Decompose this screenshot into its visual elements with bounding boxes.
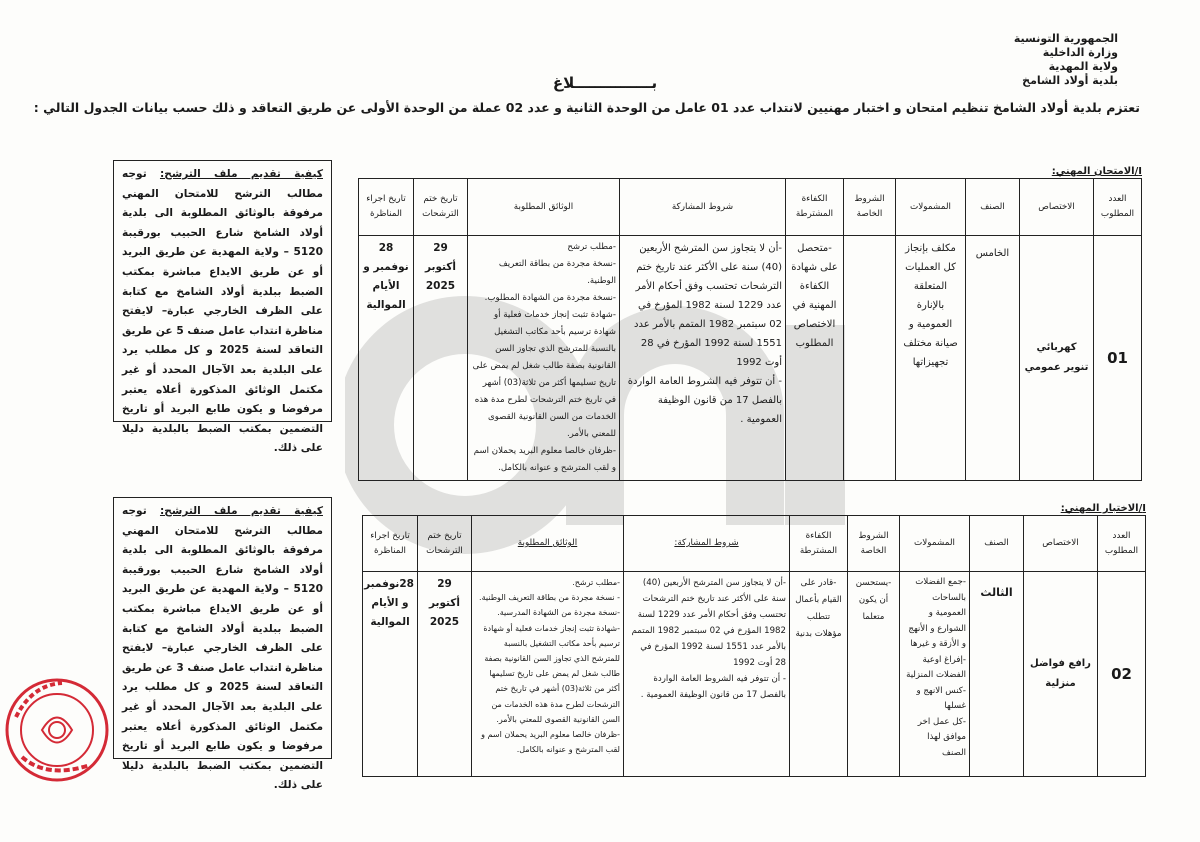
task-item: -إفراغ اوعية الفضلات المنزلية (906, 654, 966, 680)
document-item: -شهادة تثبت إنجاز خدمات فعلية أو شهادة ترسيم بأحد مكاتب التشغيل بالنسبة للمترشح الذي تجاوز السن القانونية بصفة طالب شغل لم يمض على تاريخ تسليمها أكثر من ثلاثة(03) أشهر في تاريخ ختم الترشحات لطرح مدة هذه الخدمات من السن القانونية القصوى للمعني بالأمر. (483, 623, 620, 724)
header-line: الجمهورية التونسية (1013, 32, 1118, 45)
col-special: الشروط الخاصة (848, 516, 900, 572)
section-title-exam: I/الامتحان المهني: (1051, 166, 1142, 177)
issuer-header (918, 32, 1118, 88)
cell-exam-date: 28نوفمبر و الأيام الموالية (363, 572, 418, 777)
col-documents: الوثائق المطلوبة (468, 179, 620, 236)
document-item: -ظرفان خالصا معلوم البريد يحملان اسم و لقب المترشح و عنوانه بالكامل. (481, 730, 620, 755)
cell-tasks: مكلف بإنجاز كل العمليات المتعلقة بالإنارة العمومية و صيانة مختلف تجهيزاتها (896, 236, 966, 481)
document-item: -نسخة مجردة من الشهادة المطلوب. (484, 293, 616, 303)
col-specialty: الاختصاص (1024, 516, 1098, 572)
col-tasks: المشمولات (896, 179, 966, 236)
cell-count: 01 (1094, 236, 1142, 481)
col-competence: الكفاءة المشترطة (790, 516, 848, 572)
col-exam-date: تاريخ اجراء المناظرة (363, 516, 418, 572)
cell-specialty: رافع فواضل منزلية (1024, 572, 1098, 777)
application-instructions-test (113, 497, 332, 792)
cell-documents (468, 236, 620, 481)
cell-grade: الخامس (966, 236, 1020, 481)
document-title: بـــــــــــــــلاغ (552, 74, 658, 92)
document-item: -شهادة تثبت إنجاز خدمات فعلية أو شهادة ترسيم بأحد مكاتب التشغيل بالنسبة للمترشح الذي تجاوز السن القانونية بصفة طالب شغل لم يمض على تاريخ تسليمها أكثر من ثلاثة(03) أشهر في تاريخ ختم الترشحات لطرح مدة هذه الخدمات من السن القانونية القصوى للمعني بالأمر. (472, 310, 616, 439)
col-deadline: تاريخ ختم الترشحات (418, 516, 472, 572)
instructions-title: كيفية تقديم ملف الترشح: (159, 505, 323, 517)
cell-exam-date: 28 نوفمبر و الأيام الموالية (359, 236, 414, 481)
cell-special (844, 236, 896, 481)
instructions-title: كيفية تقديم ملف الترشح: (159, 168, 323, 180)
instructions-text: توجه مطالب الترشح للامتحان المهني مرفوقة بالوثائق المطلوبة الى بلدية أولاد الشامخ شارع الحبيب بورقيبة 5120 – ولاية المهدية عن طريق البريد أو عن طريق الايداع مباشرة بمكتب الضبط ببلدية أولاد الشامخ مع كتابة على الظرف الخارجي عبارة– لايفتح مناظرة انتداب عامل صنف 3 عن طريق التعاقد لسنة 2025 و كل مطلب يرد على البلدية بعد الآجال المحدد أو غير مكتمل الوثائق المذكورة أعلاه يعتبر مرفوضا و يكون طابع البريد أو تاريخ التضمين بمكتب الضبط بالبلدية دليلا على ذلك. (122, 505, 323, 792)
condition-item: - أن تتوفر فيه الشروط العامة الواردة بالفصل 17 من قانون الوظيفة العمومية . (627, 376, 782, 425)
cell-competence: -قادر على القيام بأعمال تتطلب مؤهلات بدنية (790, 572, 848, 777)
instructions-text: توجه مطالب الترشح للامتحان المهني مرفوقة بالوثائق المطلوبة الى بلدية أولاد الشامخ شارع الحبيب بورقيبة 5120 – ولاية المهدية عن طريق البريد أو عن طريق الايداع مباشرة بمكتب الضبط ببلدية أولاد الشامخ مع كتابة على الظرف الخارجي عبارة– لايفتح مناظرة انتداب عامل صنف 5 عن طريق التعاقد لسنة 2025 و كل مطلب يرد على البلدية بعد الآجال المحدد أو غير مكتمل الوثائق المذكورة أعلاه يعتبر مرفوضا و يكون طابع البريد أو تاريخ التضمين بمكتب الضبط بالبلدية دليلا على ذلك. (122, 168, 323, 455)
intro-text: تعتزم بلدية أولاد الشامخ تنظيم امتحان و اختبار مهنيين لانتداب عدد 01 عامل من الوحدة الثانية و عدد 02 عملة من الوحدة الأولى عن طريق التعاقد و ذلك حسب بيانات الجدول التالي : (33, 100, 1140, 115)
task-item: -كل عمل اخر موافق لهذا الصنف (917, 716, 966, 758)
cell-tasks (900, 572, 970, 777)
document-item: -مطلب ترشح (567, 242, 616, 252)
col-special: الشروط الخاصة (844, 179, 896, 236)
document-item: -ظرفان خالصا معلوم البريد يحملان اسم و لقب المترشح و عنوانه بالكامل. (473, 446, 616, 473)
header-line: وزارة الداخلية (1042, 46, 1118, 59)
test-table (362, 515, 1146, 777)
document-item: - نسخة مجردة من بطاقة التعريف الوطنية. (479, 593, 620, 603)
col-count: العدد المطلوب (1094, 179, 1142, 236)
col-specialty: الاختصاص (1020, 179, 1094, 236)
col-tasks: المشمولات (900, 516, 970, 572)
municipal-stamp (2, 675, 112, 785)
col-competence: الكفاءة المشترطة (786, 179, 844, 236)
cell-competence: -متحصل على شهادة الكفاءة المهنية في الاختصاص المطلوب (786, 236, 844, 481)
header-line: ولاية المهدية (1048, 60, 1118, 73)
cell-specialty: كهربائي تنوير عمومي (1020, 236, 1094, 481)
col-grade: الصنف (966, 179, 1020, 236)
document-item: -نسخة مجردة من الشهادة المدرسية. (497, 608, 620, 618)
cell-grade: الثالث (970, 572, 1024, 777)
cell-special: -يستحسن أن يكون متعلما (848, 572, 900, 777)
application-instructions-exam (113, 160, 332, 455)
section-title-test: I/الاختبار المهني: (1060, 503, 1146, 514)
col-conditions: شروط المشاركة (620, 179, 786, 236)
cell-conditions (620, 236, 786, 481)
condition-item: - أن تتوفر فيه الشروط العامة الواردة بالفصل 17 من قانون الوظيفة العمومية . (640, 674, 786, 700)
col-count: العدد المطلوب (1098, 516, 1146, 572)
col-conditions: شروط المشاركة: (624, 516, 790, 572)
header-line: بلدية أولاد الشامخ (1022, 74, 1118, 87)
document-item: -مطلب ترشح. (572, 578, 620, 587)
task-item: -جمع الفضلات بالساحات العمومية و الشوارع و الأنهج و الأزقة و غيرها (908, 577, 966, 649)
col-deadline: تاريخ ختم الترشحات (414, 179, 468, 236)
cell-deadline: 29 أكتوبر 2025 (418, 572, 472, 777)
cell-conditions (624, 572, 790, 777)
condition-item: -أن لا يتجاوز سن المترشح الأربعين (40) سنة على الأكثر عند تاريخ ختم الترشحات تحتسب وفق أحكام الأمر عدد 1229 لسنة 1982 المؤرخ في 02 سبتمبر 1982 المتمم بالأمر عدد 1551 لسنة 1992 المؤرخ في 28 أوت 1992 (631, 578, 786, 668)
cell-count: 02 (1098, 572, 1146, 777)
cell-documents (472, 572, 624, 777)
condition-item: -أن لا يتجاوز سن المترشح الأربعين (40) سنة على الأكثر عند تاريخ ختم الترشحات تحتسب وفق أحكام الأمر عدد 1229 لسنة 1982 المؤرخ في 02 سبتمبر 1982 المتمم بالأمر عدد 1551 لسنة 1992 المؤرخ في 28 أوت 1992 (634, 243, 782, 368)
document-item: -نسخة مجردة من بطاقة التعريف الوطنية. (498, 259, 616, 286)
task-item: -كنس الانهج و غسلها (916, 685, 966, 711)
col-documents: الوثائق المطلوبة (472, 516, 624, 572)
cell-deadline: 29 أكتوبر 2025 (414, 236, 468, 481)
col-grade: الصنف (970, 516, 1024, 572)
exam-table (358, 178, 1142, 481)
col-exam-date: تاريخ اجراء المناظرة (359, 179, 414, 236)
